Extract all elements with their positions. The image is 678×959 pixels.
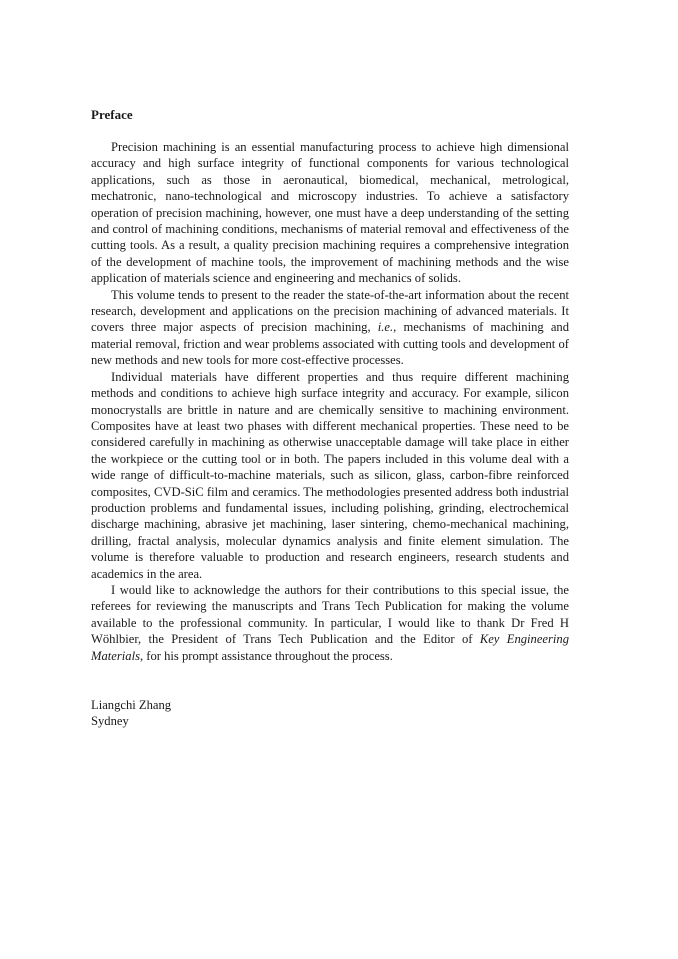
paragraph-2-text-after: , mechanisms of machining and material removal, friction and wear problems associated with cutting tools and development of new methods and new tools for more cost-effective processes. <box>91 320 569 368</box>
paragraph-2-emphasis: i.e. <box>377 320 394 335</box>
paragraph-4-text-after: , for his prompt assistance throughout the process. <box>139 648 393 663</box>
paragraph-4-text-before: I would like to acknowledge the authors for their contributions to this special issue, the referees for reviewing the manuscripts and Trans Tech Publication for making the volume available to the professional community. In particular, I would like to thank Dr Fred H Wöhlbier, the President of Trans Tech Publication and the Editor of <box>91 582 569 647</box>
preface-body <box>91 107 569 730</box>
page-title: Preface <box>91 107 133 122</box>
signature-block <box>91 697 569 730</box>
paragraph-2-text-before: This volume tends to present to the reader the state-of-the-art information about the recent research, development and applications on the precision machining of advanced materials. It covers three major aspects of precision machining, <box>91 287 569 335</box>
author-name: Liangchi Zhang <box>91 698 172 712</box>
author-place: Sydney <box>91 714 129 729</box>
paragraph-4-emphasis: Key Engineering Materials <box>91 632 570 663</box>
paragraph-2 <box>91 287 569 369</box>
paragraph-1: Precision machining is an essential manufacturing process to achieve high dimensional accuracy and high surface integrity of functional components for various technological applications, such as those in aeronautical, biomedical, mechanical, metrological, mechatronic, nano-technological and microscopy industries. To achieve a satisfactory operation of precision machining, however, one must have a deep understanding of the setting and control of machining conditions, mechanisms of material removal and effectiveness of the cutting tools. As a result, a quality precision machining requires a comprehensive integration of the development of machine tools, the improvement of machining methods and the wise application of materials science and engineering and mechanics of solids. <box>91 140 569 286</box>
paragraph-4 <box>91 582 569 664</box>
paragraph-3: Individual materials have different properties and thus require different machining methods and conditions to achieve high surface integrity and accuracy. For example, silicon monocrystalls are brittle in nature and are chemically sensitive to machining environment. Composites have at least two phases with different mechanical properties. These need to be considered carefully in machining as otherwise unacceptable damage will take place in either the workpiece or the cutting tool or in both. The papers included in this volume deal with a wide range of difficult-to-machine materials, such as silicon, glass, carbon-fibre reinforced composites, CVD-SiC film and ceramics. The methodologies presented address both industrial production problems and fundamental issues, including polishing, grinding, electrochemical discharge machining, abrasive jet machining, laser sintering, chemo-mechanical machining, drilling, fractal analysis, molecular dynamics analysis and finite element simulation. The volume is therefore valuable to production and research engineers, research students and academics in the area. <box>91 369 569 581</box>
